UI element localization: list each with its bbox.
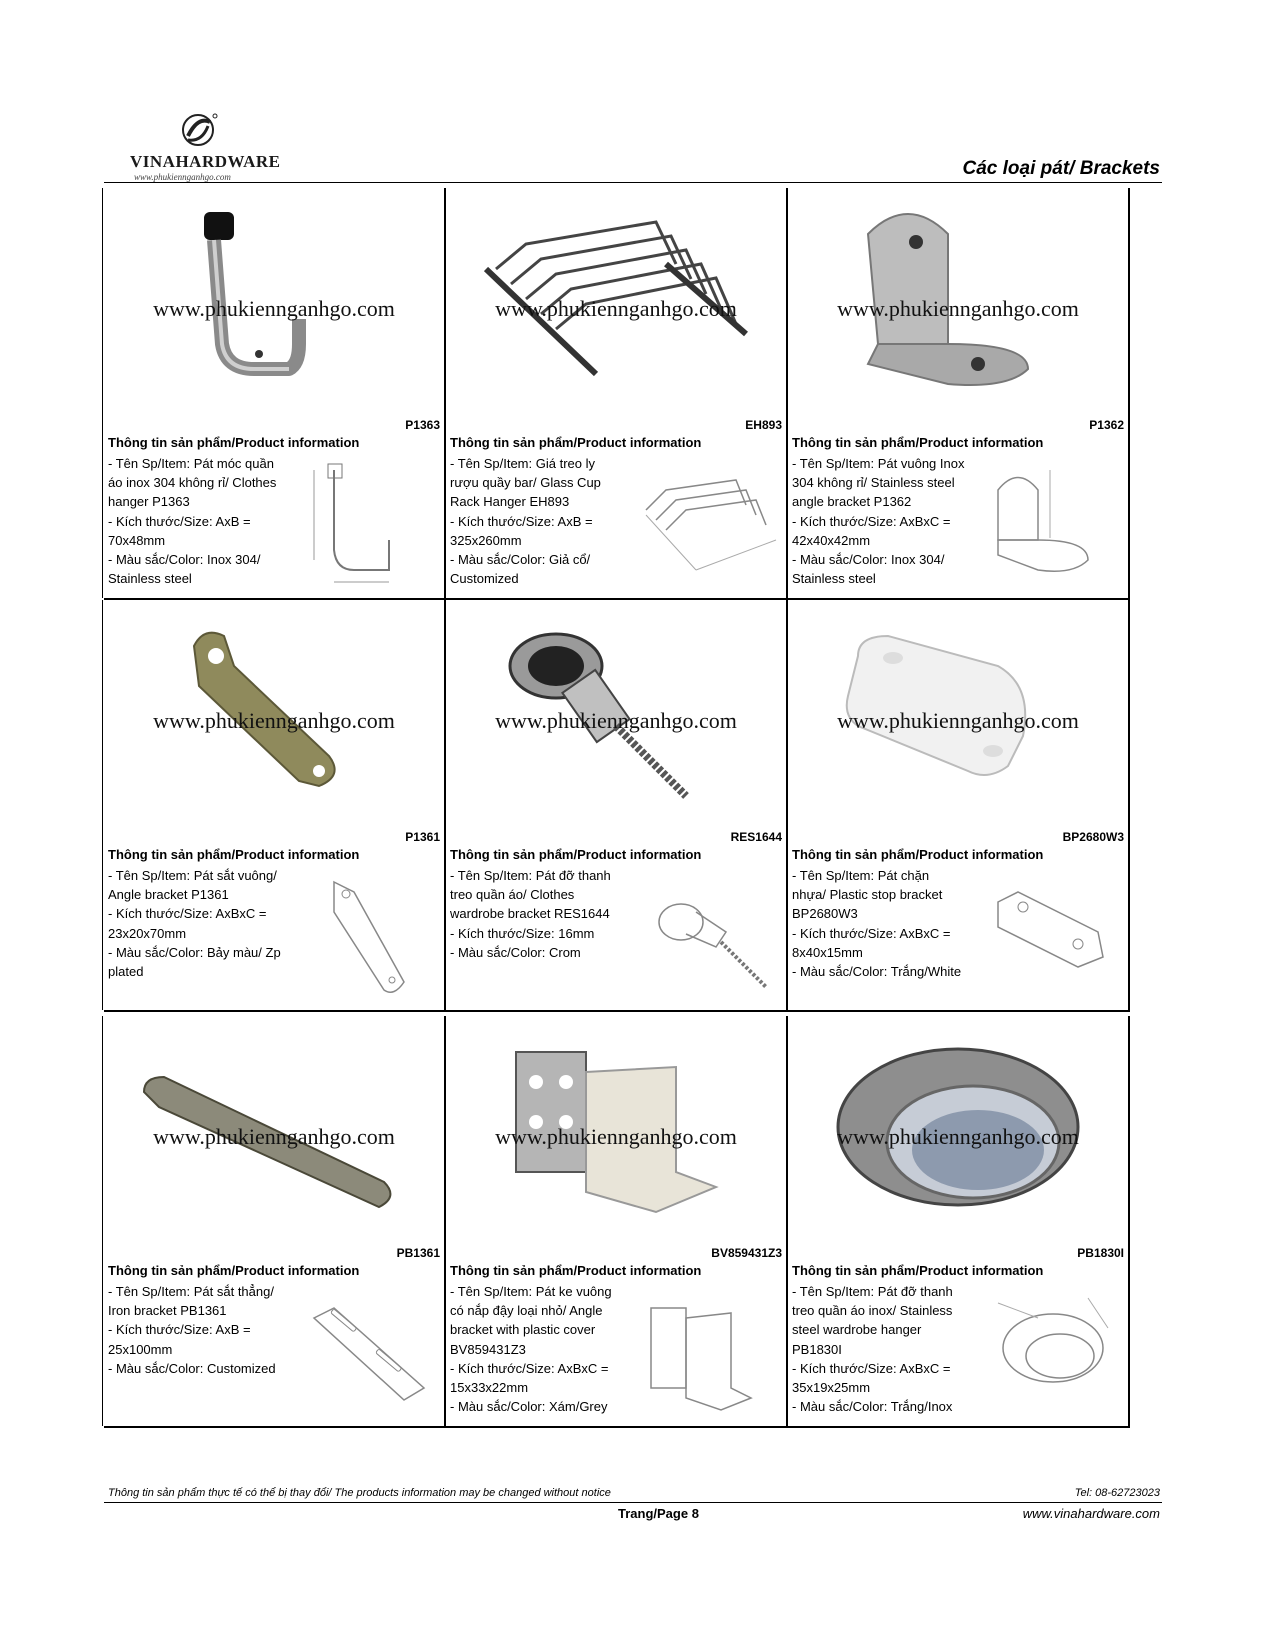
info-line: rượu quầy bar/ Glass Cup <box>450 475 601 491</box>
info-line: steel wardrobe hanger <box>792 1322 922 1338</box>
info-line: Iron bracket PB1361 <box>108 1303 227 1319</box>
product-info-title: Thông tin sản phẩm/Product information <box>792 847 1044 862</box>
footer-disclaimer: Thông tin sản phẩm thực tế có thể bị thay đổi/ The products information may be changed without notice <box>108 1487 611 1499</box>
info-line: - Kích thước/Size: AxBxC = <box>792 1360 951 1376</box>
info-line: - Kích thước/Size: AxBxC = <box>450 1360 609 1376</box>
info-line: 23x20x70mm <box>108 925 187 941</box>
product-info <box>108 1282 293 1378</box>
info-line: - Màu sắc/Color: Giả cổ/ <box>450 552 591 568</box>
product-info <box>792 866 977 981</box>
product-info-title: Thông tin sản phẩm/Product information <box>108 435 360 450</box>
info-line: Rack Hanger EH893 <box>450 494 570 510</box>
product-info <box>792 454 977 588</box>
product-code: PB1830I <box>1077 1246 1124 1260</box>
watermark: www.phukiennganhgo.com <box>153 1124 395 1149</box>
info-line: BV859431Z3 <box>450 1341 526 1357</box>
watermark: www.phukiennganhgo.com <box>837 1124 1079 1149</box>
product-code: P1361 <box>405 830 440 844</box>
info-line: Stainless steel <box>108 571 192 587</box>
dimension-drawing <box>636 872 786 1002</box>
info-line: - Tên Sp/Item: Pát sắt thẳng/ <box>108 1284 274 1299</box>
footer-divider <box>104 1502 1162 1503</box>
info-line: 8x40x15mm <box>792 944 863 960</box>
dimension-drawing <box>636 1288 786 1418</box>
product-card-eh893 <box>446 188 788 600</box>
product-info-title: Thông tin sản phẩm/Product information <box>450 847 702 862</box>
info-line: - Kích thước/Size: AxB = <box>450 513 593 529</box>
product-code: PB1361 <box>396 1246 440 1260</box>
info-line: angle bracket P1362 <box>792 494 912 510</box>
info-line: 42x40x42mm <box>792 532 871 548</box>
dimension-drawing <box>978 1288 1128 1418</box>
brand-logo <box>120 112 280 182</box>
info-line: BP2680W3 <box>792 906 858 922</box>
product-info <box>108 454 293 588</box>
info-line: - Tên Sp/Item: Giá treo ly <box>450 456 595 471</box>
info-line: - Màu sắc/Color: Customized <box>108 1360 276 1376</box>
product-card-p1363 <box>104 188 446 600</box>
page-title: Các loại pát/ Brackets <box>962 158 1160 179</box>
info-line: 70x48mm <box>108 532 166 548</box>
info-line: 325x260mm <box>450 532 522 548</box>
product-code: P1363 <box>405 418 440 432</box>
product-info-title: Thông tin sản phẩm/Product information <box>450 435 702 450</box>
product-card-p1361 <box>104 600 446 1012</box>
brand-name: VINAHARDWARE <box>130 152 281 171</box>
product-info <box>792 1282 977 1416</box>
info-line: - Kích thước/Size: AxB = <box>108 513 251 529</box>
info-line: hanger P1363 <box>108 494 190 510</box>
info-line: - Màu sắc/Color: Inox 304/ <box>792 552 945 568</box>
info-line: - Tên Sp/Item: Pát đỡ thanh <box>450 868 611 883</box>
info-line: - Màu sắc/Color: Trắng/White <box>792 964 962 980</box>
info-line: - Tên Sp/Item: Pát ke vuông <box>450 1284 612 1299</box>
info-line: bracket with plastic cover <box>450 1322 596 1338</box>
info-line: - Màu sắc/Color: Xám/Grey <box>450 1399 608 1415</box>
product-code: EH893 <box>745 418 782 432</box>
product-info-title: Thông tin sản phẩm/Product information <box>108 1263 360 1278</box>
info-line: - Kích thước/Size: 16mm <box>450 925 595 941</box>
info-line: 15x33x22mm <box>450 1380 529 1396</box>
dimension-drawing <box>294 1288 444 1418</box>
info-line: có nắp đậy loại nhỏ/ Angle <box>450 1303 603 1319</box>
product-info <box>450 866 635 962</box>
watermark: www.phukiennganhgo.com <box>495 296 737 321</box>
watermark: www.phukiennganhgo.com <box>153 296 395 321</box>
info-line: - Màu sắc/Color: Bảy màu/ Zp <box>108 944 281 960</box>
product-info-title: Thông tin sản phẩm/Product information <box>450 1263 702 1278</box>
info-line: 35x19x25mm <box>792 1380 871 1396</box>
info-line: nhựa/ Plastic stop bracket <box>792 887 943 903</box>
watermark: www.phukiennganhgo.com <box>837 708 1079 733</box>
header-divider <box>104 182 1162 183</box>
footer-website: www.vinahardware.com <box>1022 1506 1160 1521</box>
product-info-title: Thông tin sản phẩm/Product information <box>108 847 360 862</box>
dimension-drawing <box>978 460 1128 590</box>
footer-telephone: Tel: 08-62723023 <box>1074 1487 1160 1499</box>
dimension-drawing <box>978 872 1128 1002</box>
product-code: RES1644 <box>730 830 782 844</box>
info-line: Customized <box>450 571 519 587</box>
info-line: - Kích thước/Size: AxBxC = <box>792 925 951 941</box>
product-card-pb1830i <box>788 1016 1130 1428</box>
product-card-p1362 <box>788 188 1130 600</box>
brand-logo-icon <box>180 112 220 148</box>
info-line: - Màu sắc/Color: Crom <box>450 944 581 960</box>
info-line: áo inox 304 không rỉ/ Clothes <box>108 475 277 491</box>
product-card-bv859431z3 <box>446 1016 788 1428</box>
watermark: www.phukiennganhgo.com <box>495 1124 737 1149</box>
product-info-title: Thông tin sản phẩm/Product information <box>792 435 1044 450</box>
product-code: BV859431Z3 <box>711 1246 782 1260</box>
watermark: www.phukiennganhgo.com <box>153 708 395 733</box>
product-info <box>450 1282 635 1416</box>
info-line: 304 không rỉ/ Stainless steel <box>792 475 955 491</box>
info-line: - Tên Sp/Item: Pát vuông Inox <box>792 456 965 471</box>
product-info-title: Thông tin sản phẩm/Product information <box>792 1263 1044 1278</box>
product-code: P1362 <box>1089 418 1124 432</box>
info-line: - Kích thước/Size: AxB = <box>108 1322 251 1338</box>
info-line: Stainless steel <box>792 571 876 587</box>
info-line: - Tên Sp/Item: Pát đỡ thanh <box>792 1284 953 1299</box>
info-line: 25x100mm <box>108 1341 173 1357</box>
info-line: plated <box>108 964 144 980</box>
product-info <box>450 454 635 588</box>
info-line: - Kích thước/Size: AxBxC = <box>108 906 267 922</box>
product-card-res1644 <box>446 600 788 1012</box>
watermark: www.phukiennganhgo.com <box>837 296 1079 321</box>
info-line: Angle bracket P1361 <box>108 887 229 903</box>
page-number: Trang/Page 8 <box>618 1506 699 1521</box>
info-line: - Tên Sp/Item: Pát móc quần <box>108 456 274 471</box>
product-code: BP2680W3 <box>1062 830 1124 844</box>
brand-url: www.phukiennganhgo.com <box>134 172 231 182</box>
info-line: treo quần áo/ Clothes <box>450 887 575 903</box>
dimension-drawing <box>636 460 786 590</box>
info-line: - Màu sắc/Color: Trắng/Inox <box>792 1399 953 1415</box>
info-line: treo quần áo inox/ Stainless <box>792 1303 953 1319</box>
info-line: wardrobe bracket RES1644 <box>450 906 610 922</box>
dimension-drawing <box>294 872 444 1002</box>
watermark: www.phukiennganhgo.com <box>495 708 737 733</box>
info-line: - Tên Sp/Item: Pát chặn <box>792 868 930 883</box>
dimension-drawing <box>294 460 444 590</box>
info-line: PB1830I <box>792 1341 842 1357</box>
product-card-bp2680w3 <box>788 600 1130 1012</box>
info-line: - Màu sắc/Color: Inox 304/ <box>108 552 261 568</box>
product-card-pb1361 <box>104 1016 446 1428</box>
info-line: - Kích thước/Size: AxBxC = <box>792 513 951 529</box>
product-info <box>108 866 293 981</box>
info-line: - Tên Sp/Item: Pát sắt vuông/ <box>108 868 277 883</box>
